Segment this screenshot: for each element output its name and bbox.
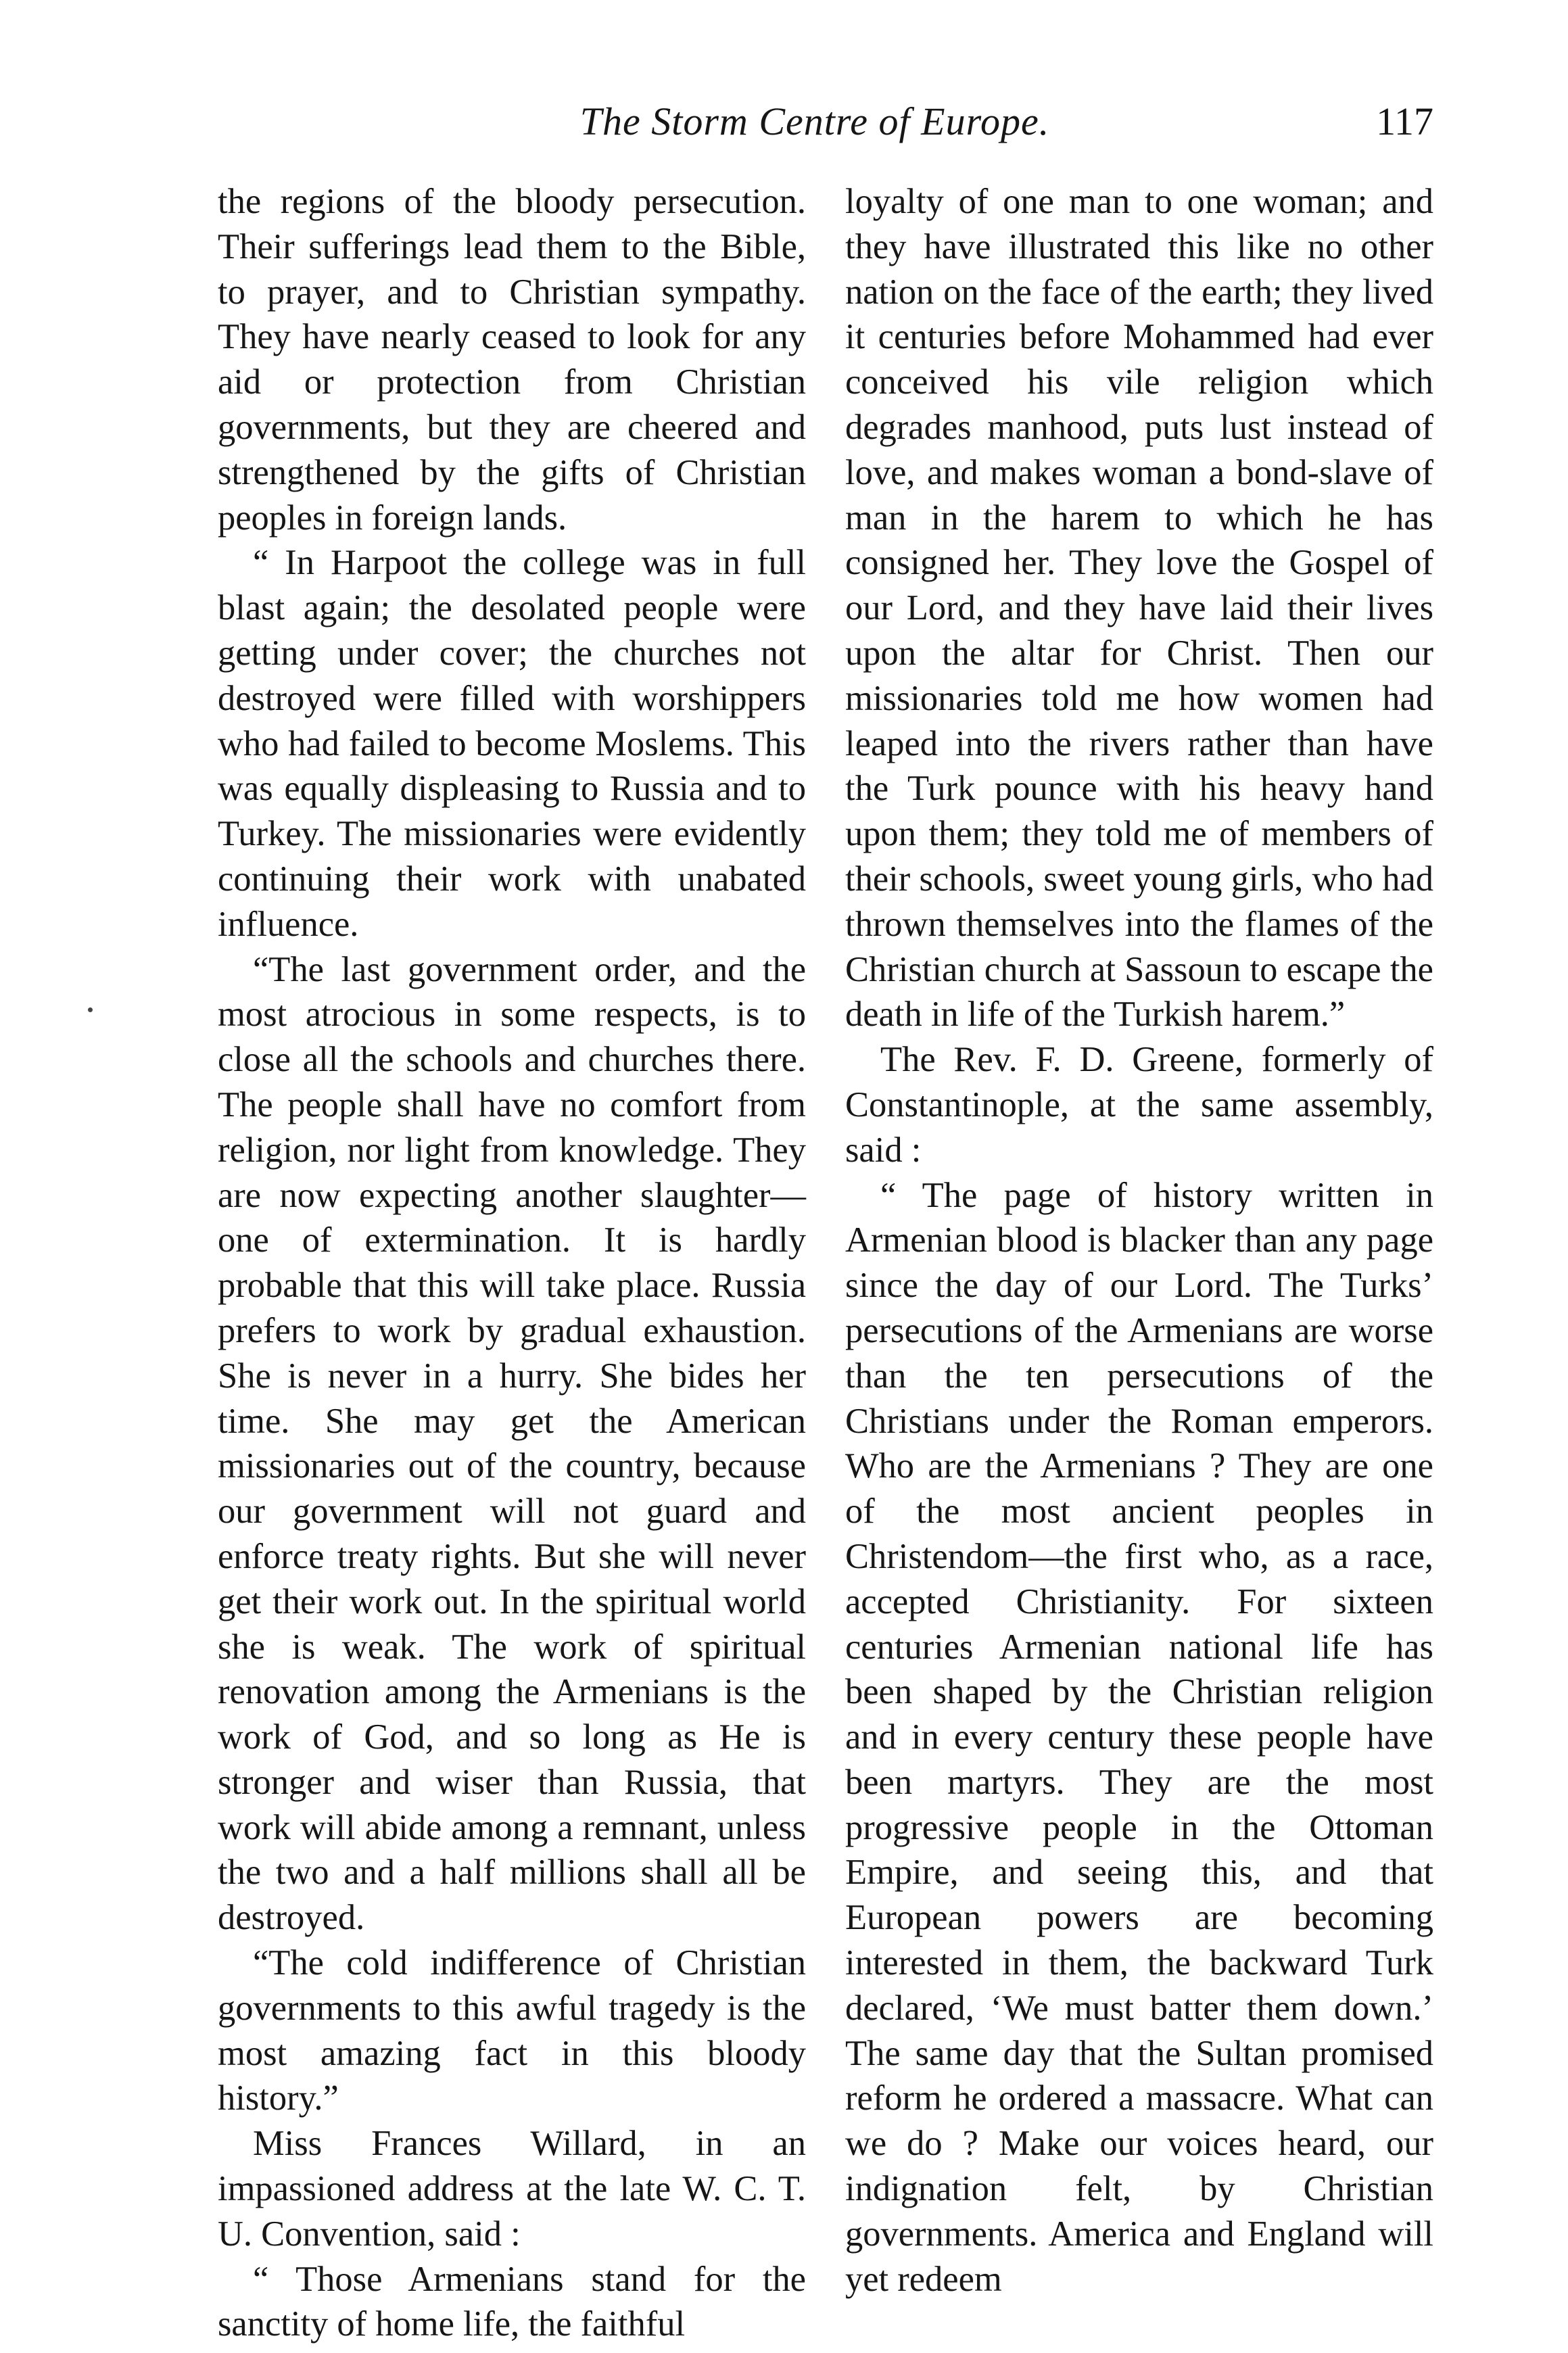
paragraph: loyalty of one man to one woman; and they have illustrated this like no other nation on the face of the earth; they lived it centuries before Mohammed had ever conceived his vile religion which degrades manhood, puts lust instead of love, and makes woman a bond-slave of man in the harem to which he has consigned her. They love the Gospel of our Lord, and they have laid their lives upon the altar for Christ. Then our missionaries told me how women had leaped into the rivers rather than have the Turk pounce with his heavy hand upon them; they told me of members of their schools, sweet young girls, who had thrown themselves into the flames of the Christian church at Sassoun to escape the death in life of the Turkish harem.” bbox=[845, 182, 1433, 1035]
paragraph: “ The page of history written in Armenian blood is blacker than any page since the day of our Lord. The Turks’ persecutions of the Armenians are worse than the ten persecutions of the Christians under the Roman emperors. Who are the Armenians ? They are one of the most ancient peoples in Christendom—the first who, as a race, accepted Christianity. For sixteen centuries Armenian national life has been shaped by the Christian religion and in every century these people have been martyrs. They are the most progressive people in the Ottoman Empire, and seeing this, and that European powers are becoming interested in them, the backward Turk declared, ‘We must batter them down.’ The same day that the Sultan promised reform he ordered a massacre. What can we do ? Make our voices heard, our indignation felt, by Christian governments. America and England will yet redeem bbox=[845, 1175, 1433, 2299]
paragraph: “ Those Armenians stand for the sanctity of home life, the faithful bbox=[218, 2259, 806, 2344]
right-column bbox=[845, 179, 1433, 2302]
page-number: 117 bbox=[1376, 99, 1433, 143]
left-column bbox=[218, 179, 806, 2347]
paragraph: Miss Frances Willard, in an impassioned address at the late W. C. T. U. Convention, said : bbox=[218, 2124, 806, 2254]
running-title: The Storm Centre of Europe. bbox=[579, 99, 1050, 143]
stray-ink-mark bbox=[88, 1007, 93, 1012]
paragraph: the regions of the bloody persecution. Their sufferings lead them to the Bible, to prayer, and to Christian sympathy. They have nearly ceased to look for any aid or protection from Christian governments, but they are cheered and strengthened by the gifts of Christian peoples in foreign lands. bbox=[218, 182, 806, 538]
paragraph: “The last government order, and the most atrocious in some respects, is to close all the schools and churches there. The people shall have no comfort from religion, nor light from knowledge. They are now expecting another slaughter—one of extermination. It is hardly probable that this will take place. Russia prefers to work by gradual exhaustion. She is never in a hurry. She bides her time. She may get the American missionaries out of the country, because our government will not guard and enforce treaty rights. But she will never get their work out. In the spiritual world she is weak. The work of spiritual renovation among the Armenians is the work of God, and so long as He is stronger and wiser than Russia, that work will abide among a remnant, unless the two and a half millions shall all be destroyed. bbox=[218, 949, 806, 1938]
paragraph: “The cold indifference of Christian governments to this awful tragedy is the most amazing fact in this bloody history.” bbox=[218, 1943, 806, 2118]
paragraph: The Rev. F. D. Greene, formerly of Constantinople, at the same assembly, said : bbox=[845, 1040, 1433, 1170]
running-head bbox=[196, 95, 1433, 149]
paragraph: “ In Harpoot the college was in full blast again; the desolated people were getting under cover; the churches not destroyed were filled with worshippers who had failed to become Moslems. This was equally displeasing to Russia and to Turkey. The missionaries were evidently continuing their work with unabated influence. bbox=[218, 543, 806, 944]
